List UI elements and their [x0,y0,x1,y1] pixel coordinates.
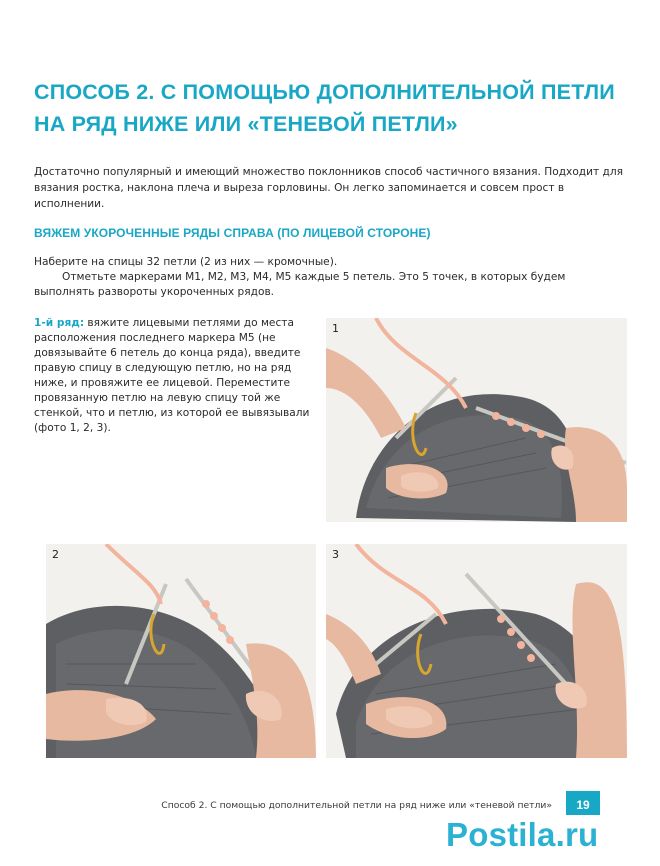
page-number: 19 [566,791,600,823]
page-title: СПОСОБ 2. С ПОМОЩЬЮ ДОПОЛНИТЕЛЬНОЙ ПЕТЛИ НА РЯД НИЖЕ ИЛИ «ТЕНЕВОЙ ПЕТЛИ» [34,80,615,136]
section-subheading: ВЯЖЕМ УКОРОЧЕННЫЕ РЯДЫ СПРАВА (ПО ЛИЦЕВОЙ СТОРОНЕ) [34,226,431,240]
photo-1-number: 1 [332,322,339,335]
setup-line-2: Отметьте маркерами М1, М2, М3, М4, М5 каждые 5 петель. Это 5 точек, в которых будем выполнять развороты укороченных рядов. [34,271,566,298]
page-footer: Способ 2. С помощью дополнительной петли на ряд ниже или «теневой петли» [161,800,552,811]
row1-instructions [34,316,310,436]
photo-2-number: 2 [52,548,59,561]
knitting-photo-icon [326,318,627,522]
photo-3 [326,544,627,758]
knitting-photo-icon [326,544,627,758]
knitting-photo-icon [46,544,316,758]
setup-paragraph [34,255,624,300]
photo-3-number: 3 [332,548,339,561]
watermark-text: Postila.ru [446,816,599,853]
row1-label: 1-й ряд: [34,317,85,329]
photo-1 [326,318,627,522]
watermark [446,815,652,855]
setup-line-1: Наберите на спицы 32 петли (2 из них — кромочные). [34,256,338,268]
photo-2 [46,544,316,758]
intro-paragraph: Достаточно популярный и имеющий множество поклонников способ частичного вязания. Подходит для вязания ростка, наклона плеча и выреза горловины. Он легко запоминается и совсем прост в исполнении. [34,166,624,210]
row1-text: вяжите лицевыми петлями до места расположения последнего маркера М5 (не довязывайте 6 петель до конца ряда), введите правую спицу в следующую петлю, но на ряд ниже, и провяжите ее лицевой. Переместите провязанную петлю на левую спицу той же стенкой, что и петлю, из которой ее вывязывали (фото 1, 2, 3). [34,317,310,434]
